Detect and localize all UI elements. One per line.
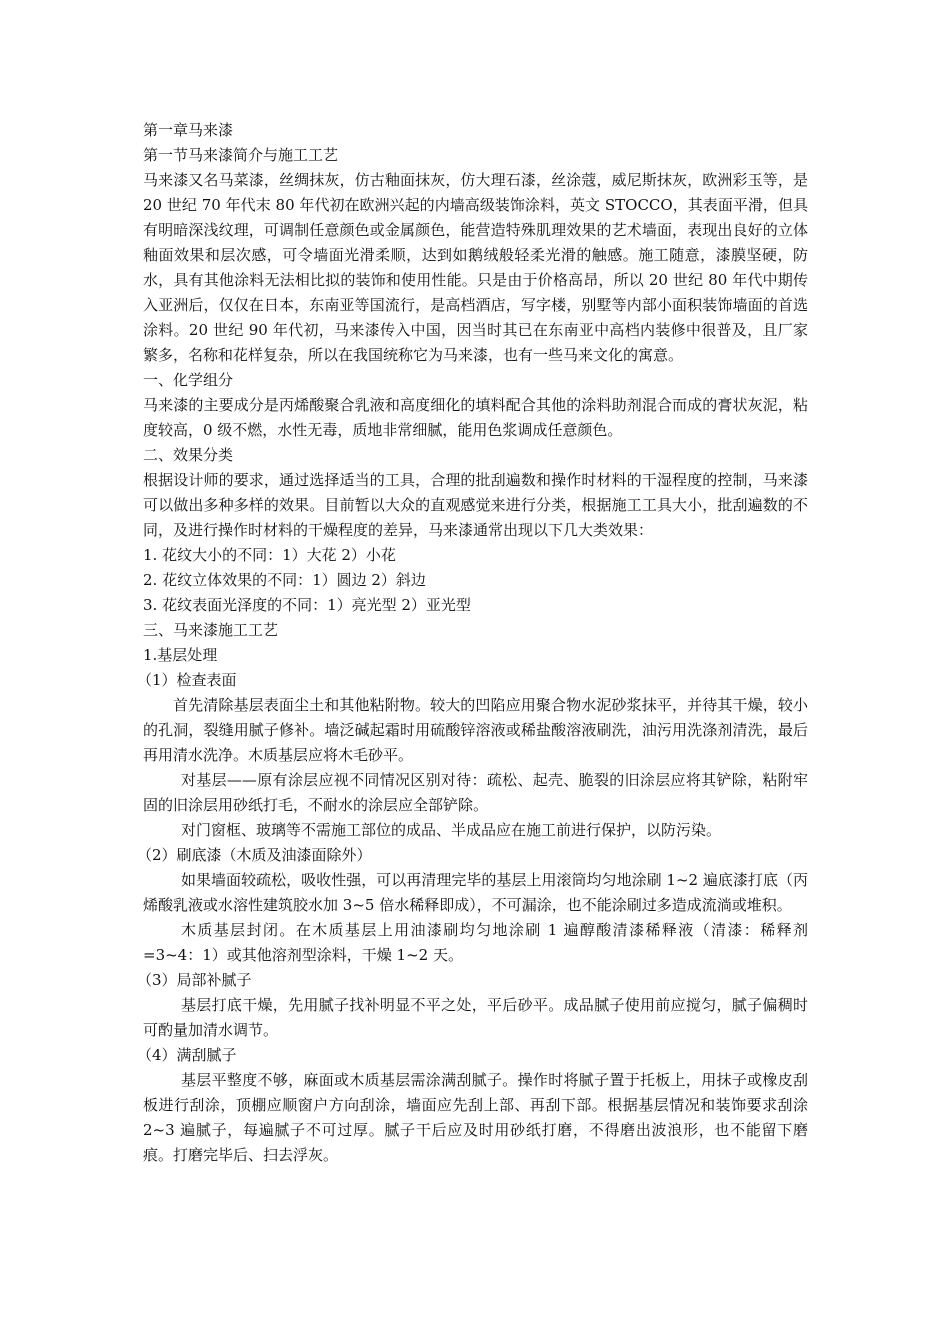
chapter-title: 第一章马来漆 [143,121,234,139]
step-3-paragraph-1: 基层打底干燥，先用腻子找补明显不平之处，平后砂平。成品腻子使用前应搅匀，腻子偏稠时可酌量加清水调节。 [143,996,808,1039]
section-title: 第一节马来漆简介与施工工艺 [143,146,339,164]
step-2-paragraph-2: 木质基层封闭。在木质基层上用油漆刷均匀地涂刷 1 遍醇酸清漆稀释液（清漆：稀释剂=3~4：1）或其他溶剂型涂料，干燥 1~2 天。 [143,921,808,964]
step-1-paragraph-2: 对基层——原有涂层应视不同情况区别对待：疏松、起壳、脆裂的旧涂层应将其铲除，粘附牢固的旧涂层用砂纸打毛，不耐水的涂层应全部铲除。 [143,771,808,814]
heading-construction-process: 三、马来漆施工工艺 [143,621,279,639]
document-page [137,118,808,1168]
intro-paragraph: 马来漆又名马菜漆，丝绸抹灰，仿古釉面抹灰，仿大理石漆，丝涂蔻，威尼斯抹灰，欧洲彩玉等，是 20 世纪 70 年代末 80 年代初在欧洲兴起的内墙高级装饰涂料，英文 STOCCO，其表面平滑，但具有明暗深浅纹理，可调制任意颜色或金属颜色，能营造特殊肌理效果的艺术墙面，表现出良好的立体釉面效果和层次感，可令墙面光滑柔顺，达到如鹅绒般轻柔光滑的触感。施工随意，漆膜坚硬，防水，具有其他涂料无法相比拟的装饰和使用性能。只是由于价格高昂，所以 20 世纪 80 年代中期传入亚洲后，仅仅在日本，东南亚等国流行，是高档酒店，写字楼，别墅等内部小面积装饰墙面的首选涂料。20 世纪 90 年代初，马来漆传入中国，因当时其已在东南亚中高档内装修中很普及，且厂家繁多，名称和花样复杂，所以在我国统称它为马来漆，也有一些马来文化的寓意。 [143,171,808,364]
step-1-paragraph-1: 首先清除基层表面尘土和其他粘附物。较大的凹陷应用聚合物水泥砂浆抹平，并待其干燥，较小的孔洞，裂缝用腻子修补。墙泛碱起霜时用硫酸锌溶液或稀盐酸溶液刷洗，油污用洗涤剂清洗，最后再用清水洗净。木质基层应将木毛砂平。 [143,696,808,764]
heading-chemical-composition: 一、化学组分 [143,371,234,389]
list-item: 3. 花纹表面光泽度的不同：1）亮光型 2）亚光型 [143,596,471,614]
step-4-title: （4）满刮腻子 [137,1046,237,1064]
step-1-title: （1）检查表面 [137,671,237,689]
step-1-paragraph-3: 对门窗框、玻璃等不需施工部位的成品、半成品应在施工前进行保护，以防污染。 [181,821,722,839]
list-item: 1. 花纹大小的不同：1）大花 2）小花 [143,546,396,564]
step-3-title: （3）局部补腻子 [137,971,252,989]
step-4-paragraph-1: 基层平整度不够，麻面或木质基层需涂满刮腻子。操作时将腻子置于托板上，用抹子或橡皮刮板进行刮涂，顶棚应顺窗户方向刮涂，墙面应先刮上部、再刮下部。根据基层情况和装饰要求刮涂 2~3 遍腻子，每遍腻子不可过厚。腻子干后应及时用砂纸打磨，不得磨出波浪形，也不能留下磨痕。打磨完毕后、扫去浮灰。 [143,1071,808,1164]
list-item: 2. 花纹立体效果的不同：1）圆边 2）斜边 [143,571,426,589]
step-2-title: （2）刷底漆（木质及油漆面除外） [137,846,372,864]
subheading-base-treatment: 1.基层处理 [143,646,218,664]
step-2-paragraph-1: 如果墙面较疏松，吸收性强，可以再清理完毕的基层上用滚筒均匀地涂刷 1~2 遍底漆打底（丙烯酸乳液或水溶性建筑胶水加 3~5 倍水稀释即成），不可漏涂，也不能涂刷过多造成流淌或堆积。 [143,871,808,914]
chemical-composition-paragraph: 马来漆的主要成分是丙烯酸聚合乳液和高度细化的填料配合其他的涂料助剂混合而成的膏状灰泥，粘度较高，0 级不燃，水性无毒，质地非常细腻，能用色浆调成任意颜色。 [143,396,808,439]
effect-classification-paragraph: 根据设计师的要求，通过选择适当的工具，合理的批刮遍数和操作时材料的干湿程度的控制，马来漆可以做出多种多样的效果。目前暂以大众的直观感觉来进行分类，根据施工工具大小，批刮遍数的不同，及进行操作时材料的干燥程度的差异，马来漆通常出现以下几大类效果： [143,471,808,539]
heading-effect-classification: 二、效果分类 [143,446,234,464]
